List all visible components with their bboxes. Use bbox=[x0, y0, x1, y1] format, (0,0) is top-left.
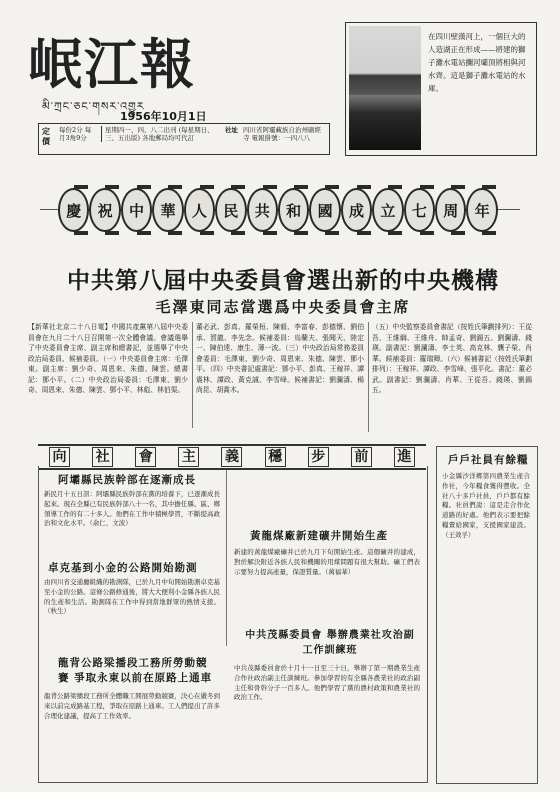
article-title: 卓克基到小金的公路開始勘測 bbox=[48, 562, 198, 574]
publish-schedule: 星期四一、四、八二出刊 (每星期日、三、五出版) 各地郵局均可代訂 bbox=[101, 126, 223, 142]
main-subhead: 毛澤東同志當選爲中央委員會主席 bbox=[155, 298, 411, 316]
banner-lantern: 民 bbox=[215, 188, 246, 232]
banner-lantern: 共 bbox=[247, 188, 278, 232]
masthead-tibetan-line: མི་ཀྲང་ཅང་གསར་འགྱུར bbox=[42, 100, 145, 113]
section-banner-char: 向 bbox=[49, 447, 70, 467]
section-banner-char: 主 bbox=[178, 447, 199, 467]
banner-lantern: 慶 bbox=[58, 188, 89, 232]
column-divider bbox=[368, 322, 369, 432]
banner-lantern: 成 bbox=[341, 188, 372, 232]
masthead-info-box bbox=[38, 123, 330, 155]
banner-lantern: 祝 bbox=[89, 188, 120, 232]
banner-lantern: 中 bbox=[121, 188, 152, 232]
section-banner-char: 進 bbox=[394, 447, 415, 467]
article-body: 小金縣沙洋鄉第四農業生產合作社，今年糧食獲得豐收。全社八十多戶社員，戶戶都有餘糧。社員們說：這是走合作化道路的好處。他們表示要把餘糧賣給國家，支援國家建設。（王效孚） bbox=[442, 472, 530, 539]
article-body: 由四川省交通廳組織的勘測隊，已於九月中旬開始勘測卓克基至小金的公路。這條公路修通後，將大大便利小金縣各族人民的生產和生活。勘測隊在工作中得到當地群眾的熱情支援。（秋生） bbox=[44, 578, 220, 616]
article-body: 新民月十五日訊：阿壩縣民族幹部在黨的培養下，已逐漸成長起來。現在全縣已有民族幹部八十一名，其中擔任縣、區、鄉領導工作的有二十多人。他們在工作中積極學習，不斷提高政治和文化水平。（余仁、文波） bbox=[44, 490, 220, 528]
article-title: 戶戶社員有餘糧 bbox=[448, 454, 529, 466]
banner-lantern: 立 bbox=[372, 188, 403, 232]
banner-lantern: 年 bbox=[466, 188, 497, 232]
section-banner-char: 社 bbox=[92, 447, 113, 467]
address-label: 社址 bbox=[225, 126, 238, 134]
article-body: 龍背公路梁播段工務所全體職工開展勞動競賽，決心在嚴冬到來以前完成路基工程，爭取在原路上通車。工人們提出了許多合理化建議，提高了工作效率。 bbox=[44, 692, 220, 720]
banner-lantern: 華 bbox=[152, 188, 183, 232]
banner-lantern: 和 bbox=[278, 188, 309, 232]
article-title: 阿壩縣民族幹部在逐漸成長 bbox=[58, 474, 196, 486]
banner-lantern: 周 bbox=[435, 188, 466, 232]
reservoir-photo bbox=[349, 26, 421, 150]
masthead-title: 岷江報 bbox=[28, 32, 196, 96]
article-body: 中共茂縣委員會於十月十一日至三十日，舉辦了第一期農業生產合作社政治副主任訓練班。參加學習的有全縣各農業社的政治副主任和骨幹分子一百多人。他們學習了黨的農村政策和農業社的政治工作。 bbox=[234, 664, 420, 702]
section-banner-char: 步 bbox=[308, 447, 329, 467]
banner-lantern: 人 bbox=[184, 188, 215, 232]
banner-lantern: 七 bbox=[404, 188, 435, 232]
price-label: 定價 bbox=[42, 126, 50, 146]
anniversary-banner bbox=[58, 178, 498, 242]
article-body: 新建的黃龍煤廠礦井已於九月下旬開始生產。這個礦井的建成，對於解決附近各族人民和機關的用煤問題有很大幫助。礦工們表示要努力提高產量，保證質量。（萬福華） bbox=[234, 548, 420, 576]
section-banner-char: 義 bbox=[221, 447, 242, 467]
article-title: 龍背公路梁播段工務所勞動競賽 爭取永東以前在原路上通車 bbox=[58, 657, 213, 684]
section-banner-char: 會 bbox=[135, 447, 156, 467]
article-title: 黃龍煤廠新建礦井開始生產 bbox=[250, 530, 388, 542]
article-title: 中共茂縣委員會 舉辦農業社攻治副工作訓練班 bbox=[245, 630, 415, 656]
price-text: 每份2分 每月3角9分 bbox=[59, 126, 92, 142]
column-divider bbox=[192, 322, 193, 428]
photo-caption: 在四川壁漢河上，一個巨大的人造湖正在形成——將建的獅子灘水電站攔河壩頂將相與河水齊。這是獅子灘水電站的水庫。 bbox=[428, 32, 526, 93]
lead-column-3: （五）中央監察委員會書記（按姓氏筆劃排列）：王從吾、王維綱、王維舟、帥孟奇、劉錫五、劉瀾濤、錢瑛。副書記：劉瀾濤、李士英、高克林、龔子榮、肖華。候補委員：羅瑞卿。（六）候補書記（按姓氏筆劃排列）：王稼祥、譚政、李雪峰、張平化。書記：董必武。副書記：劉瀾濤、肖華、王從吾、錢瑛、劉錫五。 bbox=[372, 323, 532, 394]
banner-lantern: 國 bbox=[309, 188, 340, 232]
lead-column-2: 董必武、彭真、羅榮桓、陳毅、李富春、彭德懷、劉伯承、賀龍、李先念。候補委員：烏蘭夫、張聞天、陸定一、陳伯達、康生、薄一波。（三）中央政治局常務委員會委員：毛澤東、劉少奇、周恩來、朱德、陳雲、鄧小平。（四）中央書記處書記：鄧小平、彭真、王稼祥、譚震林、譚政、黃克誠、李雪峰。候補書記：劉瀾濤、楊尚昆、胡喬木。 bbox=[196, 323, 364, 394]
section-banner-char: 穩 bbox=[265, 447, 286, 467]
main-headline: 中共第八屆中央委員會選出新的中央機構 bbox=[67, 267, 499, 294]
address-text: 四川省阿壩藏族自治州刷經寺 電報掛號：一四八八 bbox=[243, 126, 321, 142]
column-divider bbox=[226, 470, 227, 646]
issue-date: 1956年10月1日 bbox=[120, 110, 207, 123]
section-banner-char: 前 bbox=[351, 447, 372, 467]
lead-column-1: 【新華社北京二十八日電】中國共產黨第八屆中央委員會在九月二十八日召開第一次全體會議。會議選舉了中央委員會主席、副主席和總書記，並選舉了中央政治局委員、候補委員。（一）中央委員會主席：毛澤東。副主席：劉少奇、周恩來、朱德、陳雲。總書記：鄧小平。（二）中央政治局委員：毛澤東、劉少奇、周恩來、朱德、陳雲、鄧小平、林彪、林伯渠。 bbox=[28, 323, 188, 394]
